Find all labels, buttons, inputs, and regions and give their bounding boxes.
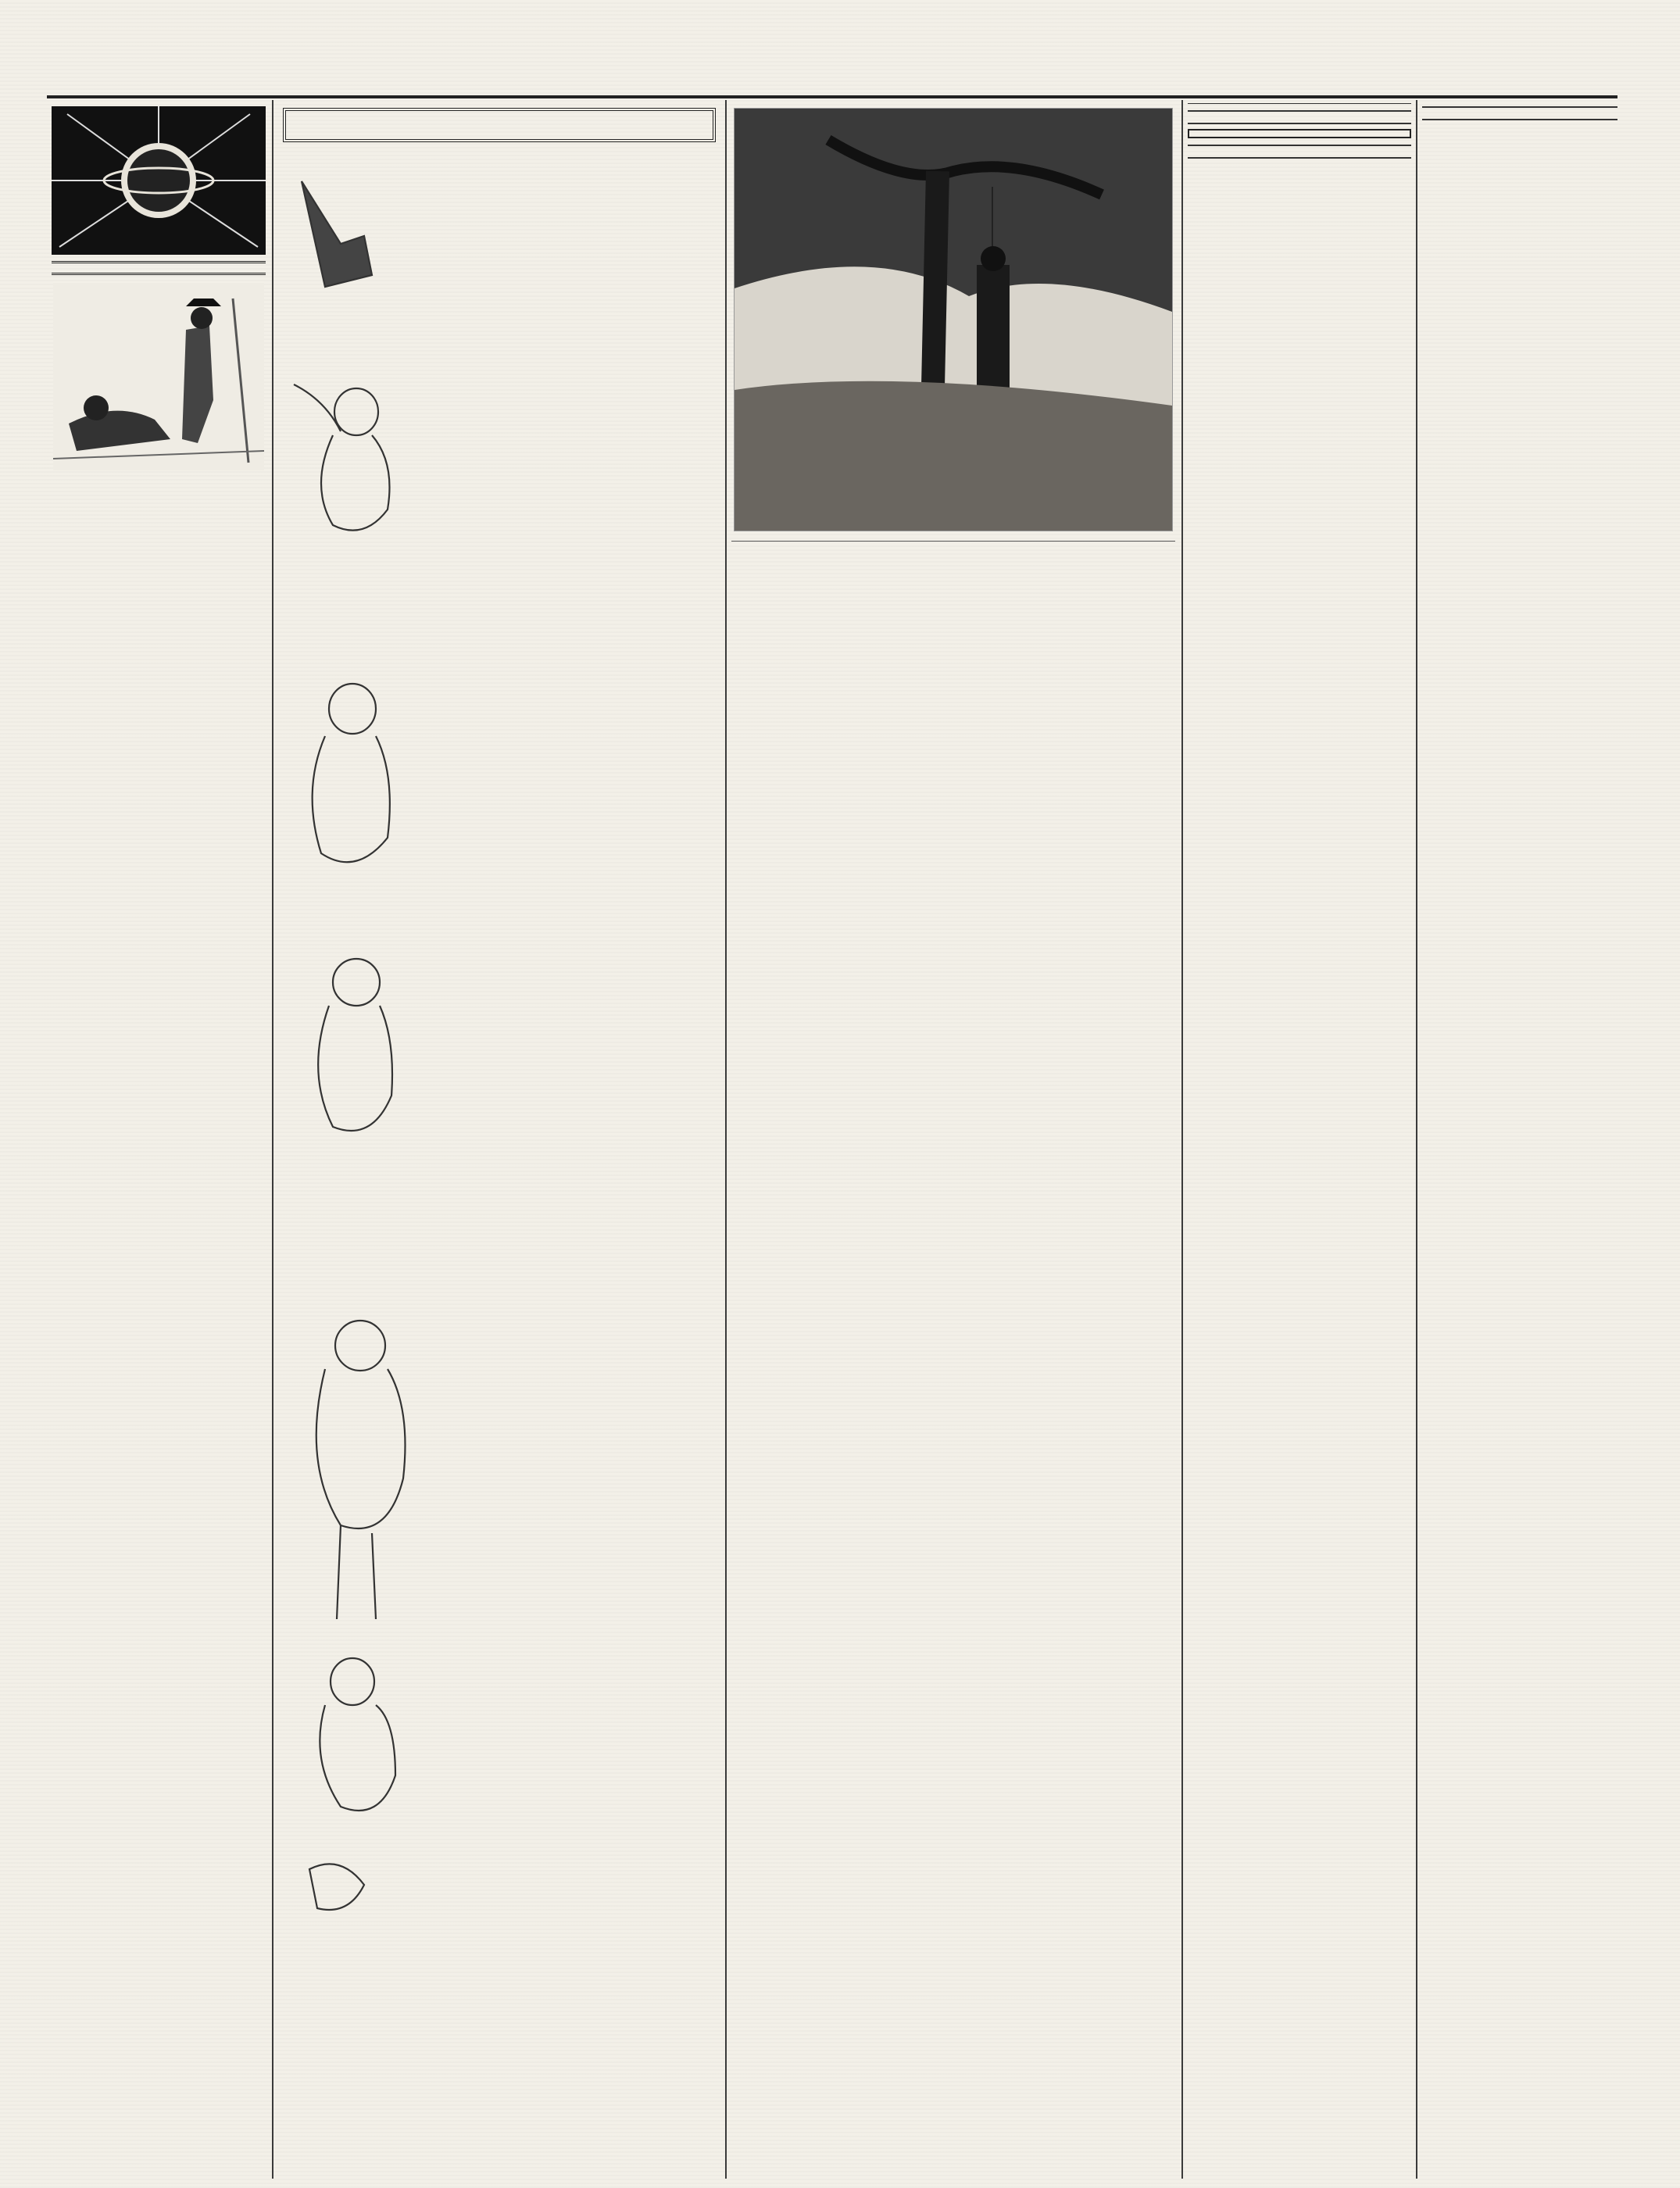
column-rule [272,100,273,2179]
column-rule [1416,100,1417,2179]
total-row [1188,103,1411,104]
column-3 [731,100,1175,2179]
planet-logo-art [52,106,266,255]
sr-title [1188,129,1411,138]
baby-illustrations [278,150,442,1947]
masthead [47,67,1617,98]
planet-logo [52,106,266,255]
sal-ad [1422,119,1617,125]
york-river-ad [1188,145,1411,151]
co-railway-ad [1188,110,1411,116]
issue-date [52,261,266,275]
column-5 [1422,100,1617,2179]
poem-text [442,150,716,1947]
virginia-navigation-ad [1188,157,1411,163]
column-2 [278,100,720,2179]
poem-layout [278,150,720,1947]
illustrations [278,150,442,1947]
column-1 [52,100,266,2179]
tramp-cartoon-art [53,283,264,470]
column-rule [1181,100,1183,2179]
table-header [731,541,1175,542]
column-rule [725,100,727,2179]
column-1-text [52,283,266,470]
poem-title [283,108,716,142]
lynching-photo [734,108,1173,531]
southern-railway-ad [1188,123,1411,138]
column-4 [1188,100,1411,2179]
lynching-photo-art [735,109,1172,531]
rfp-ad [1422,106,1617,113]
tramp-cartoon [53,283,264,470]
willing-block [500,2063,719,2069]
